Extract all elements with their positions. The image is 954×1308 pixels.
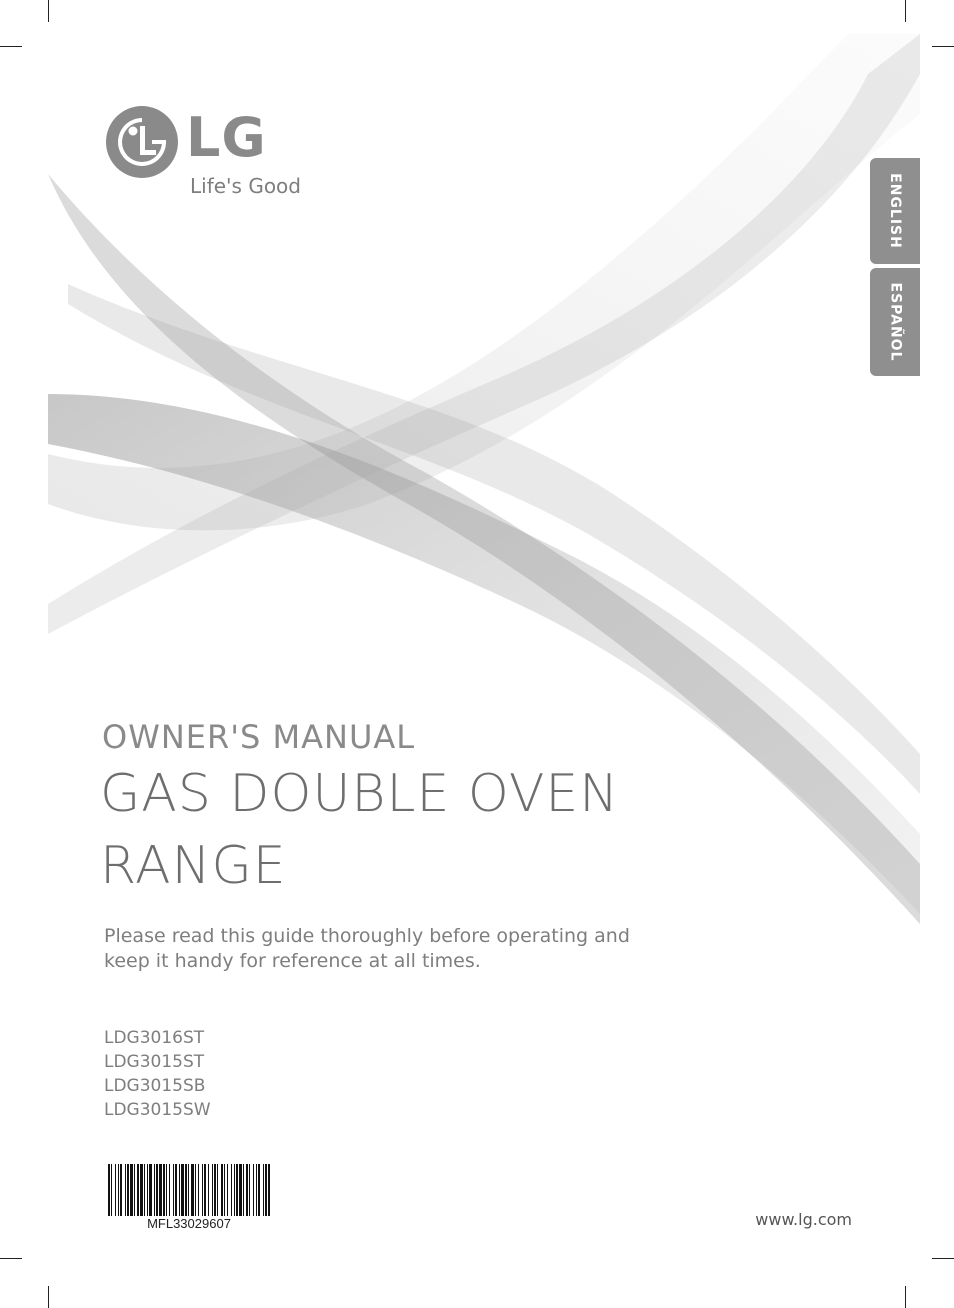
crop-mark — [48, 1286, 49, 1308]
barcode-bar — [166, 1164, 167, 1216]
barcode-bar — [179, 1164, 180, 1216]
manual-subtitle: OWNER'S MANUAL — [102, 718, 416, 756]
barcode-bar — [217, 1164, 218, 1216]
barcode-bar — [243, 1164, 244, 1216]
crop-mark — [905, 0, 906, 22]
lg-face-icon — [104, 104, 180, 180]
barcode-bar — [156, 1164, 158, 1216]
barcode-bar — [137, 1164, 139, 1216]
model-number: LDG3015ST — [104, 1052, 205, 1072]
barcode-bar — [253, 1164, 254, 1216]
model-number: LDG3015SW — [104, 1100, 211, 1120]
barcode-bar — [181, 1164, 184, 1216]
barcode-bar — [111, 1164, 112, 1216]
barcode-bar — [115, 1164, 116, 1216]
barcode-bar — [224, 1164, 225, 1216]
lg-wordmark: LG — [186, 106, 267, 169]
barcode-bar — [265, 1164, 267, 1216]
barcode-bar — [130, 1164, 133, 1216]
barcode-bar — [258, 1164, 260, 1216]
model-number: LDG3015SB — [104, 1076, 206, 1096]
barcode-bar — [208, 1164, 209, 1216]
barcode-bar — [195, 1164, 196, 1216]
barcode-bar — [173, 1164, 174, 1216]
barcode-bar — [159, 1164, 162, 1216]
barcode-bar — [227, 1164, 228, 1216]
barcode-bar — [188, 1164, 189, 1216]
intro-text: Please read this guide thoroughly before operating and keep it handy for reference at all times. — [104, 925, 630, 972]
barcode-bar — [191, 1164, 194, 1216]
barcode-bar — [268, 1164, 270, 1216]
barcode-bar — [236, 1164, 238, 1216]
barcode-bar — [212, 1164, 213, 1216]
barcode-bar — [221, 1164, 223, 1216]
lg-logo — [104, 104, 324, 204]
barcode-bar — [214, 1164, 216, 1216]
barcode-bar — [204, 1164, 206, 1216]
barcode-bar — [169, 1164, 170, 1216]
tab-espanol-label: ESPAÑOL — [887, 282, 903, 362]
barcode-bar — [249, 1164, 250, 1216]
barcode-bar — [147, 1164, 148, 1216]
product-title: GAS DOUBLE OVEN RANGE — [100, 764, 620, 896]
barcode-bar — [120, 1164, 122, 1216]
barcode-bar — [175, 1164, 177, 1216]
crop-mark — [932, 46, 954, 47]
barcode-bar — [140, 1164, 143, 1216]
barcode-bar — [163, 1164, 165, 1216]
tab-english[interactable] — [870, 158, 920, 264]
crop-mark — [905, 1286, 906, 1308]
barcode-bar — [198, 1164, 199, 1216]
website-link[interactable]: www.lg.com — [755, 1210, 852, 1229]
barcode-bar — [134, 1164, 135, 1216]
barcode-bar — [127, 1164, 129, 1216]
barcode-bar — [239, 1164, 242, 1216]
model-number: LDG3016ST — [104, 1028, 205, 1048]
model-list — [104, 1026, 211, 1122]
barcode-bar — [234, 1164, 235, 1216]
barcode-bar — [256, 1164, 257, 1216]
barcode-bar — [231, 1164, 232, 1216]
barcode-bar — [144, 1164, 145, 1216]
tab-espanol[interactable] — [870, 268, 920, 376]
barcode-bar — [118, 1164, 119, 1216]
barcode-bar — [149, 1164, 152, 1216]
barcode-bar — [202, 1164, 203, 1216]
barcode-bar — [263, 1164, 264, 1216]
tab-english-label: ENGLISH — [887, 173, 904, 249]
crop-mark — [0, 1258, 22, 1259]
manual-cover — [48, 34, 920, 1272]
crop-mark — [932, 1258, 954, 1259]
brand-slogan: Life's Good — [190, 174, 301, 198]
barcode-bar — [154, 1164, 155, 1216]
barcode-bar — [108, 1164, 110, 1216]
barcode-bar — [246, 1164, 248, 1216]
crop-mark — [0, 46, 22, 47]
barcode-bar — [125, 1164, 126, 1216]
barcode-number: MFL33029607 — [147, 1216, 231, 1231]
barcode — [108, 1164, 270, 1216]
barcode-bar — [185, 1164, 187, 1216]
crop-mark — [48, 0, 49, 22]
